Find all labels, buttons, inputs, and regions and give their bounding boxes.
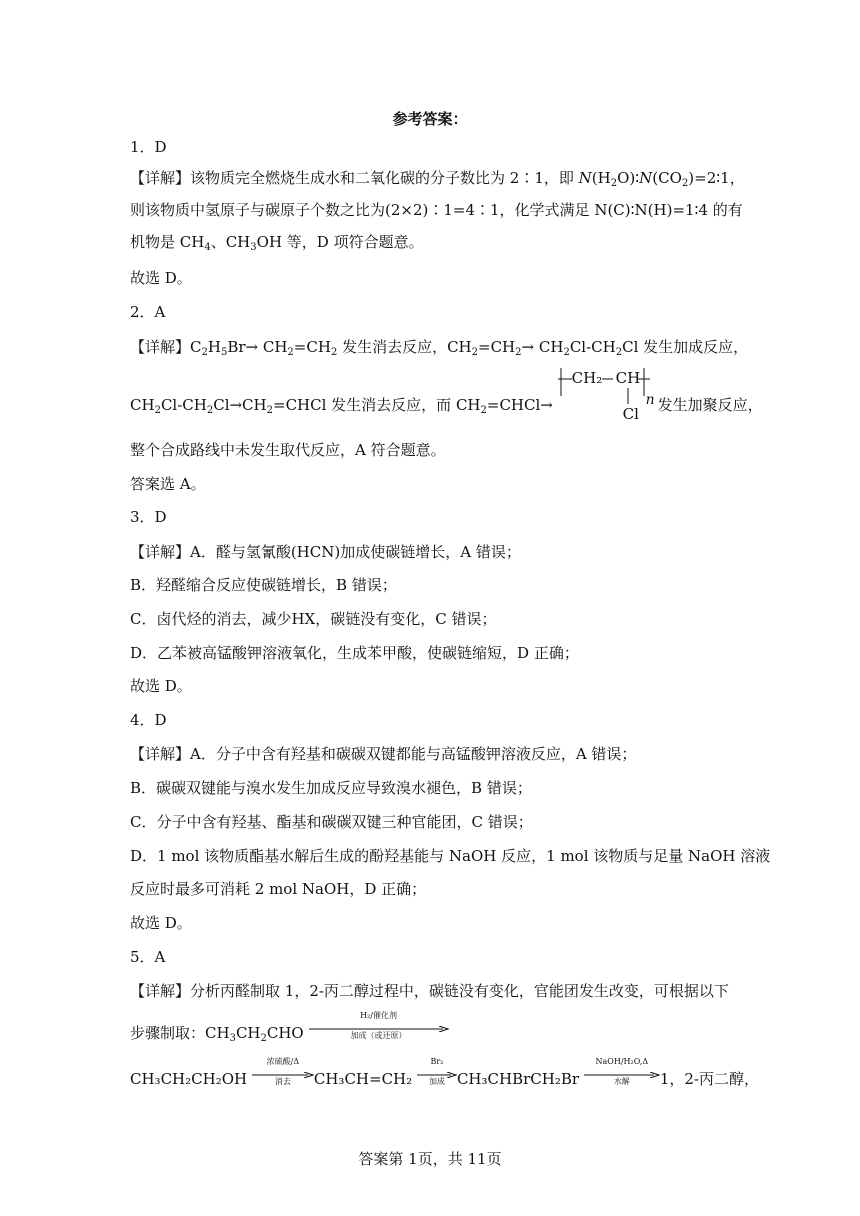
polymer-cl: Cl <box>622 405 639 423</box>
reaction-arrow-hydrogenation: H₂/催化剂 加成（或还原） <box>309 1018 449 1038</box>
polymer-ch: CH <box>615 369 641 387</box>
q4-option-c: C．分子中含有羟基、酯基和碳碳双键三种官能团，C 错误； <box>130 813 533 831</box>
page-footer: 答案第 1页，共 11页 <box>358 1150 502 1168</box>
q5-detail-line1: 【详解】分析丙醛制取 1，2-丙二醇过程中，碳链没有变化，官能团发生改变，可根据以下 <box>130 982 729 1000</box>
q4-option-b: B．碳碳双键能与溴水发生加成反应导致溴水褪色，B 错误； <box>130 779 532 797</box>
q2-detail-line1: 【详解】$C_2H_5Br\to CH_2=CH_2$ 发生消去反应，$CH_2=CH_2\to CH_2Cl-CH_2Cl$ 发生加成反应， <box>130 338 749 358</box>
q3-option-a: 【详解】A．醛与氢氰酸(HCN)加成使碳链增长，A 错误； <box>130 543 521 561</box>
q4-answer: 4．D <box>130 711 167 729</box>
q3-option-d: D．乙苯被高锰酸钾溶液氧化，生成苯甲酸，使碳链缩短，D 正确； <box>130 644 579 662</box>
q4-option-d-line2: 反应时最多可消耗 2 mol NaOH，D 正确； <box>130 880 427 898</box>
q1-conclusion: 故选 D。 <box>130 269 192 287</box>
polymer-n: n <box>645 392 655 408</box>
q5-answer: 5．A <box>130 948 166 966</box>
q1-detail-line1: 【详解】该物质完全燃烧生成水和二氧化碳的分子数比为 2∶1，即 $N(H_2O)∶N(CO_2)=2∶1$， <box>130 169 745 189</box>
q2-detail-line3: 整个合成路线中未发生取代反应，A 符合题意。 <box>130 441 446 459</box>
page-title: 参考答案： <box>392 110 468 128</box>
q4-conclusion: 故选 D。 <box>130 914 192 932</box>
q2-answer: 2．A <box>130 303 166 321</box>
q3-conclusion: 故选 D。 <box>130 677 192 695</box>
q4-option-a: 【详解】A．分子中含有羟基和碳碳双键都能与高锰酸钾溶液反应，A 错误； <box>130 745 637 763</box>
polymer-ch2: CH₂ <box>571 369 603 387</box>
reaction-arrow-elimination: 浓硫酸/Δ 消去 <box>252 1064 314 1084</box>
q2-conclusion: 答案选 A。 <box>130 475 206 493</box>
q3-option-b: B．羟醛缩合反应使碳链增长，B 错误； <box>130 576 397 594</box>
q2-detail-line2: $CH_2Cl-CH_2Cl\to CH_2=CHCl$ 发生消去反应，而 $CH_2=CHCl\to$ CH₂ CH Cl n 发生加聚反应， <box>130 386 763 426</box>
q1-answer: 1．D <box>130 138 167 156</box>
reaction-arrow-addition: Br₂ 加成 <box>417 1064 457 1084</box>
q1-detail-line3: 机物是 $CH_4$、$CH_3OH$ 等，D 项符合题意。 <box>130 233 424 253</box>
q1-detail-line2: 则该物质中氢原子与碳原子个数之比为(2×2)∶1=4∶1，化学式满足 N(C)∶N(H)=1∶4 的有 <box>130 201 743 219</box>
q3-option-c: C．卤代烃的消去，减少HX，碳链没有变化，C 错误； <box>130 610 497 628</box>
q5-detail-line2: 步骤制取：$CH_3CH_2CHO$ H₂/催化剂 加成（或还原） <box>130 1018 449 1043</box>
q4-option-d-line1: D．1 mol 该物质酯基水解后生成的酚羟基能与 NaOH 反应，1 mol 该物质与足量 NaOH 溶液 <box>130 847 771 865</box>
q3-answer: 3．D <box>130 508 167 526</box>
polyvinyl-chloride-structure <box>558 366 658 426</box>
q5-detail-line3: CH₃CH₂CH₂OH 浓硫酸/Δ 消去 CH₃CH=CH₂ Br₂ 加成 CH₃CHBrCH₂Br NaOH/H₂O,Δ 水解 1，2-丙二醇， <box>130 1057 759 1088</box>
reaction-arrow-hydrolysis: NaOH/H₂O,Δ 水解 <box>584 1064 660 1084</box>
